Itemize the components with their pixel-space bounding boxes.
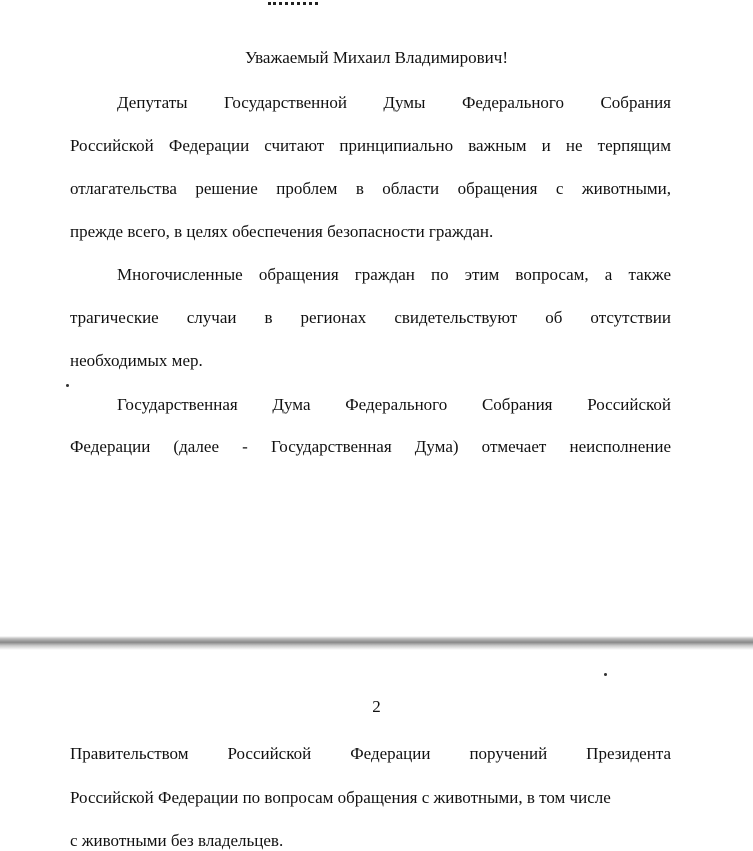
page-number: 2 <box>372 697 381 716</box>
page-separator <box>0 636 753 650</box>
greeting: Уважаемый Михаил Владимирович! <box>244 48 508 67</box>
paragraph-line: с животными без владельцев. <box>70 831 284 850</box>
paragraph-line: трагические случаи в регионах свидетельствуют об отсутствии <box>70 308 671 327</box>
paragraph-line: необходимых мер. <box>70 351 203 370</box>
previous-text-fragment <box>268 0 318 5</box>
paragraph-line: прежде всего, в целях обеспечения безопасности граждан. <box>70 222 494 241</box>
scan-speck <box>66 384 69 387</box>
paragraph-line: Государственная Дума Федерального Собрания Российской <box>117 395 671 414</box>
paragraph-line: Депутаты Государственной Думы Федерального Собрания <box>117 93 671 112</box>
paragraph-line: Российской Федерации по вопросам обращения с животными, в том числе <box>70 788 611 807</box>
paragraph-line: Российской Федерации считают принципиально важным и не терпящим <box>70 136 671 155</box>
paragraph-line: Правительством Российской Федерации поручений Президента <box>70 744 671 763</box>
paragraph-line: Многочисленные обращения граждан по этим вопросам, а также <box>117 265 671 284</box>
scan-speck <box>604 673 607 676</box>
paragraph-line: отлагательства решение проблем в области обращения с животными, <box>70 179 671 198</box>
paragraph-line: Федерации (далее - Государственная Дума) отмечает неисполнение <box>70 437 671 456</box>
